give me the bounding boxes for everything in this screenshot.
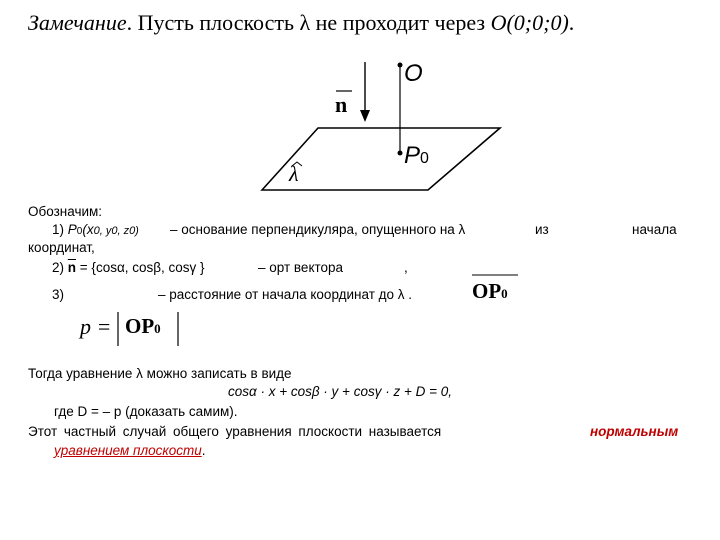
then-text: Тогда уравнение λ можно записать в виде [28, 366, 292, 381]
normal-word: нормальным [590, 424, 679, 439]
notation-item3-num: 3) [52, 287, 65, 302]
title-point: O(0;0;0) [490, 10, 569, 35]
notation-header: Обозначим: [28, 204, 103, 219]
title-word: Замечание [28, 10, 127, 35]
notation-item3-text: – расстояние от начала координат до λ . [158, 287, 413, 302]
notation-item1-text: – основание перпендикуляра, опущенного на λ [170, 222, 466, 237]
normal-formula: cosα · x + cosβ · y + cosγ · z + D = 0, [228, 384, 452, 399]
p-abs-op0: OP0 [125, 314, 161, 338]
notation-item1-cont: координат, [28, 240, 95, 255]
normal-eq-line: уравнением плоскости. [54, 443, 206, 458]
point-O [398, 63, 403, 68]
notation-item1: 1) P0(x0, y0, z0) [52, 222, 139, 237]
special-text: Этот частный случай общего уравнения плоскости называется [28, 424, 442, 439]
op0-label: OP0 [472, 279, 508, 303]
normal-arrow-head [360, 110, 370, 122]
notation-item1-start: начала [632, 222, 677, 237]
title-end: . [568, 10, 575, 35]
where-text: где D = – p (доказать самим). [54, 404, 238, 419]
label-P: P0 [404, 142, 429, 169]
point-P0 [398, 151, 403, 156]
p-equation: p = [80, 314, 112, 339]
notation-item2-text: – орт вектора [258, 260, 344, 275]
notation-item2: 2) $\overline{n} = \{\cos\alpha$, cosβ, cosγ } [52, 260, 205, 275]
label-lambda: λ [289, 161, 299, 186]
label-n: n [335, 92, 348, 117]
notation-item1-from: из [535, 222, 549, 237]
label-O: O [404, 60, 423, 87]
title-rest: . Пусть плоскость λ не проходит через [126, 10, 491, 35]
notation-item2-comma: , [404, 260, 408, 275]
